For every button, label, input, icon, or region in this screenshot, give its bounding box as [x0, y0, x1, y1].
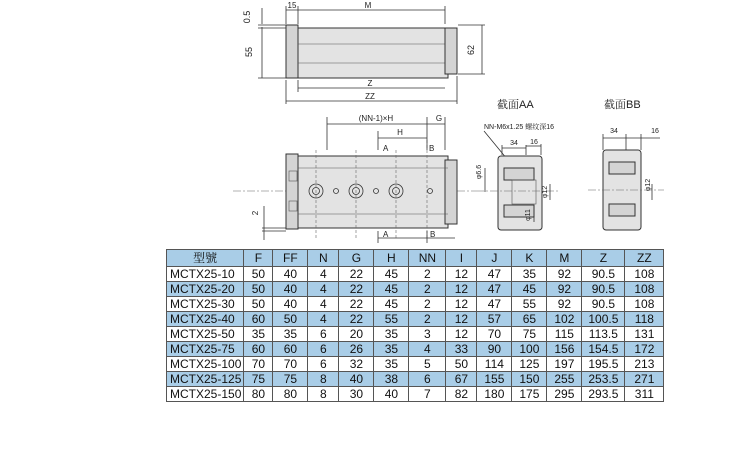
value-cell: 4 [308, 297, 339, 312]
table-header-cell: G [339, 250, 374, 267]
section-bb-dim-phi12: φ12 [645, 178, 652, 192]
value-cell: 271 [625, 372, 664, 387]
value-cell: 118 [625, 312, 664, 327]
value-cell: 70 [273, 357, 308, 372]
value-cell: 4 [308, 267, 339, 282]
value-cell: 172 [625, 342, 664, 357]
section-aa-title: 截面AA [497, 99, 534, 111]
value-cell: 156 [547, 342, 582, 357]
section-mark-b-bottom: B [430, 230, 436, 239]
value-cell: 90 [477, 342, 512, 357]
table-row [167, 387, 664, 402]
top-view-body [298, 28, 448, 78]
value-cell: 113.5 [582, 327, 625, 342]
value-cell: 50 [244, 267, 273, 282]
section-aa-dim-phi12: φ12 [542, 185, 549, 199]
value-cell: 65 [512, 312, 547, 327]
value-cell: 3 [409, 327, 446, 342]
value-cell: 47 [477, 297, 512, 312]
value-cell: 75 [244, 372, 273, 387]
value-cell: 22 [339, 312, 374, 327]
table-header-cell: I [446, 250, 477, 267]
front-view-rear-cap [445, 160, 457, 224]
table-row [167, 267, 664, 282]
model-cell: MCTX25-20 [167, 282, 244, 297]
value-cell: 55 [512, 297, 547, 312]
value-cell: 12 [446, 312, 477, 327]
value-cell: 35 [374, 327, 409, 342]
value-cell: 6 [409, 372, 446, 387]
table-row [167, 312, 664, 327]
model-cell: MCTX25-75 [167, 342, 244, 357]
dim-nn-h-label: (NN-1)×H [358, 114, 394, 123]
value-cell: 12 [446, 297, 477, 312]
table-header-cell: K [512, 250, 547, 267]
table-row [167, 357, 664, 372]
value-cell: 115 [547, 327, 582, 342]
value-cell: 26 [339, 342, 374, 357]
value-cell: 4 [409, 342, 446, 357]
section-aa-dim-16: 16 [530, 139, 538, 146]
table-header-cell: FF [273, 250, 308, 267]
dim-h-label: H [397, 128, 403, 137]
value-cell: 2 [409, 312, 446, 327]
value-cell: 60 [244, 312, 273, 327]
value-cell: 30 [339, 387, 374, 402]
value-cell: 45 [374, 297, 409, 312]
model-cell: MCTX25-100 [167, 357, 244, 372]
value-cell: 35 [374, 342, 409, 357]
table-header-cell: J [477, 250, 512, 267]
table-header-cell: H [374, 250, 409, 267]
section-bb-dim-16: 16 [651, 128, 659, 135]
value-cell: 50 [273, 312, 308, 327]
dimension-table [166, 249, 664, 402]
value-cell: 100 [512, 342, 547, 357]
value-cell: 92 [547, 297, 582, 312]
value-cell: 40 [273, 282, 308, 297]
table-header-cell: NN [409, 250, 446, 267]
value-cell: 90.5 [582, 282, 625, 297]
value-cell: 60 [273, 342, 308, 357]
value-cell: 8 [308, 372, 339, 387]
value-cell: 90.5 [582, 297, 625, 312]
dim-2-label: 2 [251, 210, 260, 216]
dim-55-label: 55 [244, 46, 254, 58]
dim-m-label: M [364, 1, 372, 10]
value-cell: 213 [625, 357, 664, 372]
section-aa-dim-34: 34 [510, 140, 518, 147]
value-cell: 45 [374, 282, 409, 297]
table-header-cell: F [244, 250, 273, 267]
value-cell: 70 [477, 327, 512, 342]
value-cell: 150 [512, 372, 547, 387]
table-row [167, 282, 664, 297]
value-cell: 22 [339, 282, 374, 297]
value-cell: 90.5 [582, 267, 625, 282]
value-cell: 255 [547, 372, 582, 387]
top-view-rear-cap [445, 28, 457, 74]
value-cell: 7 [409, 387, 446, 402]
table-header-cell: 型號 [167, 250, 244, 267]
section-bb [588, 97, 664, 230]
value-cell: 67 [446, 372, 477, 387]
value-cell: 32 [339, 357, 374, 372]
model-cell: MCTX25-10 [167, 267, 244, 282]
table-body [167, 267, 664, 402]
value-cell: 45 [374, 267, 409, 282]
model-cell: MCTX25-150 [167, 387, 244, 402]
value-cell: 12 [446, 282, 477, 297]
value-cell: 12 [446, 267, 477, 282]
value-cell: 40 [273, 267, 308, 282]
table-row [167, 372, 664, 387]
value-cell: 55 [374, 312, 409, 327]
value-cell: 20 [339, 327, 374, 342]
value-cell: 82 [446, 387, 477, 402]
value-cell: 40 [339, 372, 374, 387]
value-cell: 8 [308, 387, 339, 402]
table-row [167, 342, 664, 357]
value-cell: 4 [308, 282, 339, 297]
value-cell: 311 [625, 387, 664, 402]
value-cell: 92 [547, 267, 582, 282]
dim-z-label: Z [367, 79, 373, 88]
value-cell: 60 [244, 342, 273, 357]
value-cell: 45 [512, 282, 547, 297]
table-header-cell: M [547, 250, 582, 267]
value-cell: 35 [273, 327, 308, 342]
section-mark-a-top: A [383, 144, 389, 153]
value-cell: 108 [625, 297, 664, 312]
value-cell: 2 [409, 297, 446, 312]
table-header-cell: ZZ [625, 250, 664, 267]
value-cell: 131 [625, 327, 664, 342]
model-cell: MCTX25-50 [167, 327, 244, 342]
section-aa-profile [498, 156, 542, 230]
value-cell: 4 [308, 312, 339, 327]
value-cell: 154.5 [582, 342, 625, 357]
top-view [242, 1, 485, 104]
value-cell: 35 [244, 327, 273, 342]
value-cell: 2 [409, 267, 446, 282]
value-cell: 6 [308, 357, 339, 372]
value-cell: 100.5 [582, 312, 625, 327]
dim-g-label: G [435, 114, 443, 123]
section-mark-b-top: B [429, 144, 435, 153]
value-cell: 50 [244, 297, 273, 312]
dim-15-label: 15 [287, 1, 297, 10]
value-cell: 70 [244, 357, 273, 372]
value-cell: 22 [339, 297, 374, 312]
section-bb-dim-34: 34 [610, 128, 618, 135]
front-view [233, 114, 476, 243]
value-cell: 35 [512, 267, 547, 282]
value-cell: 47 [477, 282, 512, 297]
value-cell: 38 [374, 372, 409, 387]
top-view-endplate [286, 25, 298, 78]
table-row [167, 327, 664, 342]
section-bb-title: 截面BB [604, 99, 641, 111]
table-row [167, 297, 664, 312]
value-cell: 108 [625, 267, 664, 282]
table-header-row [167, 250, 664, 267]
model-cell: MCTX25-30 [167, 297, 244, 312]
table-header-cell: N [308, 250, 339, 267]
value-cell: 102 [547, 312, 582, 327]
value-cell: 50 [446, 357, 477, 372]
value-cell: 155 [477, 372, 512, 387]
dim-zz-label: ZZ [365, 92, 375, 101]
value-cell: 57 [477, 312, 512, 327]
value-cell: 33 [446, 342, 477, 357]
value-cell: 6 [308, 327, 339, 342]
dim-62-label: 62 [466, 44, 476, 56]
value-cell: 6 [308, 342, 339, 357]
value-cell: 75 [512, 327, 547, 342]
value-cell: 22 [339, 267, 374, 282]
value-cell: 175 [512, 387, 547, 402]
model-cell: MCTX25-125 [167, 372, 244, 387]
section-aa-dim-phi6-6: φ6.6 [476, 164, 483, 180]
value-cell: 195.5 [582, 357, 625, 372]
value-cell: 253.5 [582, 372, 625, 387]
value-cell: 114 [477, 357, 512, 372]
value-cell: 40 [374, 387, 409, 402]
value-cell: 293.5 [582, 387, 625, 402]
value-cell: 108 [625, 282, 664, 297]
value-cell: 125 [512, 357, 547, 372]
value-cell: 295 [547, 387, 582, 402]
value-cell: 2 [409, 282, 446, 297]
table-header-cell: Z [582, 250, 625, 267]
dim-0-5-label: 0.5 [242, 10, 252, 24]
value-cell: 180 [477, 387, 512, 402]
section-aa [476, 97, 560, 230]
value-cell: 5 [409, 357, 446, 372]
value-cell: 80 [273, 387, 308, 402]
front-view-endplate [286, 154, 298, 229]
value-cell: 50 [244, 282, 273, 297]
value-cell: 40 [273, 297, 308, 312]
value-cell: 197 [547, 357, 582, 372]
front-view-body [298, 156, 448, 228]
value-cell: 35 [374, 357, 409, 372]
value-cell: 80 [244, 387, 273, 402]
section-aa-thread-note: NN-M6x1.25 螺纹深16 [484, 124, 555, 131]
model-cell: MCTX25-40 [167, 312, 244, 327]
value-cell: 12 [446, 327, 477, 342]
value-cell: 75 [273, 372, 308, 387]
section-mark-a-bottom: A [383, 230, 389, 239]
value-cell: 92 [547, 282, 582, 297]
section-aa-dim-phi11: φ11 [525, 209, 532, 221]
value-cell: 47 [477, 267, 512, 282]
